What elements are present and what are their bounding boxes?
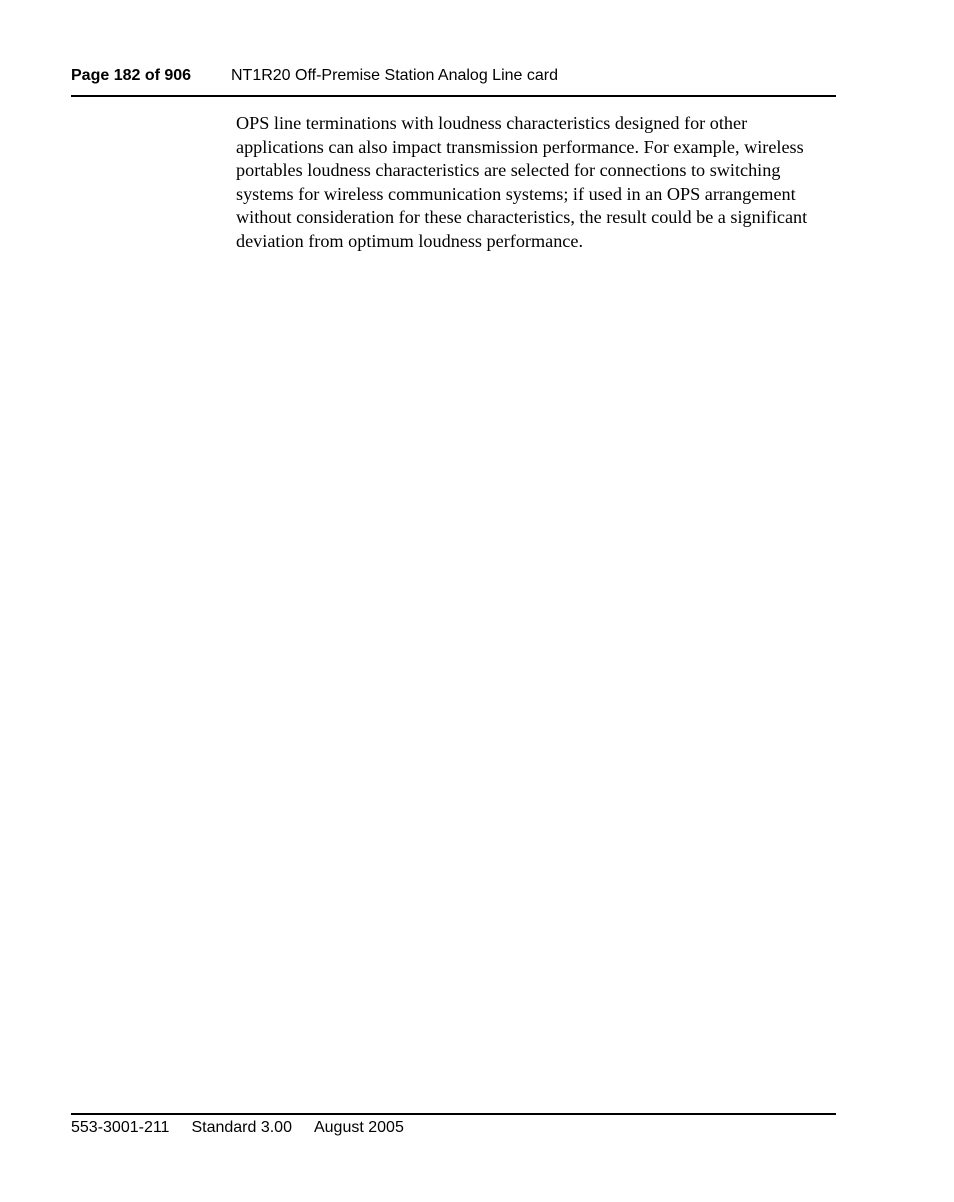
- page-footer: [71, 1117, 426, 1139]
- page-header: [71, 65, 836, 87]
- section-title: NT1R20 Off-Premise Station Analog Line card: [231, 67, 558, 84]
- footer-rule: [71, 1113, 836, 1115]
- body-paragraph: OPS line terminations with loudness characteristics designed for other applications can also impact transmission performance. For example, wireless portables loudness characteristics are selected for connections to switching systems for wireless communication systems; if used in an OPS arrangement without consideration for these characteristics, the result could be a significant deviation from optimum loudness performance.: [236, 113, 808, 251]
- standard-version: Standard 3.00: [191, 1119, 292, 1136]
- page-number: Page 182 of 906: [71, 67, 192, 84]
- header-rule: [71, 95, 836, 97]
- publication-date: August 2005: [313, 1119, 404, 1136]
- document-number: 553-3001-211: [71, 1119, 170, 1136]
